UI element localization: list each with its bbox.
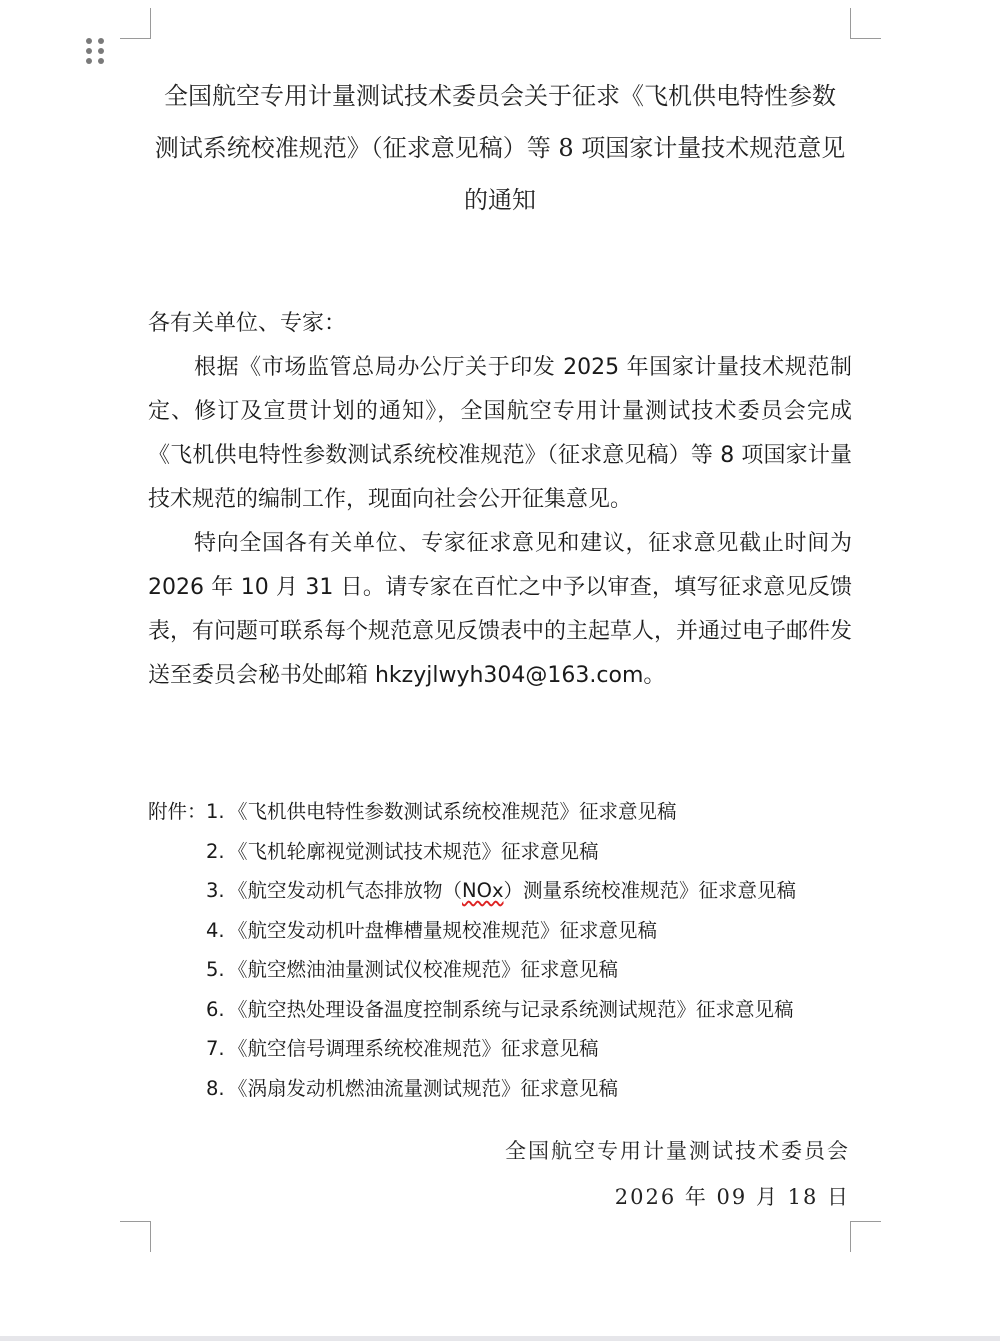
signature-date: 2026 年 09 月 18 日	[614, 1185, 850, 1209]
attachment-title: 《航空发动机气态排放物（NOx）测量系统校准规范》征求意见稿	[228, 879, 797, 902]
body-paragraph-1: 根据《市场监管总局办公厅关于印发 2025 年国家计量技术规范制定、修订及宣贯计划的通知》，全国航空专用计量测试技术委员会完成《飞机供电特性参数测试系统校准规范》（征求意见稿）等 8 项国家计量技术规范的编制工作，现面向社会公开征集意见。	[148, 355, 852, 512]
attachment-item	[148, 1029, 852, 1069]
attachment-number: 7.	[206, 1037, 225, 1060]
page-bottom-edge	[0, 1336, 1000, 1341]
spellcheck-flagged-word[interactable]: NOx	[462, 879, 504, 902]
attachment-item	[148, 871, 852, 911]
title-line: 的通知	[464, 186, 536, 214]
document-title	[148, 70, 852, 226]
attachment-title: 《航空发动机叶盘榫槽量规校准规范》征求意见稿	[228, 918, 658, 942]
attachment-title: 《飞机轮廓视觉测试技术规范》征求意见稿	[228, 839, 599, 863]
attachment-title: 《航空热处理设备温度控制系统与记录系统测试规范》征求意见稿	[228, 997, 794, 1021]
attachment-item	[148, 792, 852, 832]
page-corner-mark-top-right	[850, 8, 881, 39]
signature-block	[505, 1128, 850, 1220]
page-corner-mark-bottom-right	[850, 1221, 881, 1252]
attachment-item	[148, 832, 852, 872]
drag-handle-icon[interactable]	[86, 38, 106, 66]
attachment-item	[148, 950, 852, 990]
attachment-item	[148, 990, 852, 1030]
body-paragraph-2: 特向全国各有关单位、专家征求意见和建议，征求意见截止时间为 2026 年 10 月 31 日。请专家在百忙之中予以审查，填写征求意见反馈表，有问题可联系每个规范意见反馈表中的主起草人，并通过电子邮件发送至委员会秘书处邮箱 hkzyjlwyh304@163.com。	[148, 531, 853, 688]
page-corner-mark-bottom-left	[120, 1221, 151, 1252]
attachments-label: 附件：	[148, 800, 207, 823]
attachment-number: 5.	[206, 958, 225, 981]
attachment-number: 8.	[206, 1076, 225, 1100]
salutation: 各有关单位、专家：	[148, 311, 347, 336]
attachment-number: 6.	[206, 997, 225, 1021]
document-page	[148, 70, 852, 1108]
attachment-title: 《飞机供电特性参数测试系统校准规范》征求意见稿	[228, 800, 677, 823]
title-line: 全国航空专用计量测试技术委员会关于征求《飞机供电特性参数	[164, 82, 836, 110]
title-line: 测试系统校准规范》（征求意见稿）等 8 项国家计量技术规范意见	[154, 134, 846, 162]
attachment-number: 1.	[206, 800, 225, 823]
attachment-item	[148, 911, 852, 951]
attachment-title: 《涡扇发动机燃油流量测试规范》征求意见稿	[228, 1076, 619, 1100]
signature-organization: 全国航空专用计量测试技术委员会	[505, 1139, 850, 1163]
attachment-title: 《航空信号调理系统校准规范》征求意见稿	[228, 1037, 599, 1060]
attachment-number: 4.	[206, 918, 225, 942]
attachment-number: 2.	[206, 839, 225, 863]
attachments-list	[148, 792, 852, 1108]
page-corner-mark-top-left	[120, 8, 151, 39]
attachment-title: 《航空燃油油量测试仪校准规范》征求意见稿	[228, 958, 619, 981]
attachment-item	[148, 1069, 852, 1109]
attachment-number: 3.	[206, 879, 225, 902]
